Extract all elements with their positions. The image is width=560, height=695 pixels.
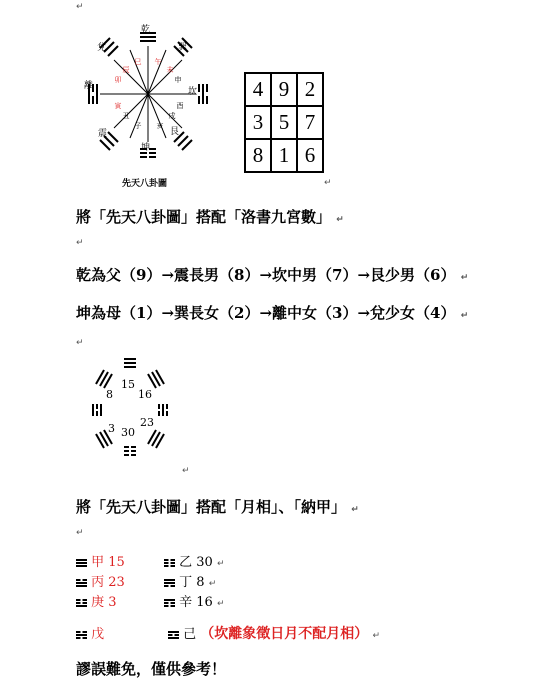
paragraph-mark: ↵	[76, 238, 84, 248]
grid-cell: 3	[245, 106, 271, 139]
trigram-gen: 艮	[170, 127, 180, 137]
zhen-trigram-icon	[76, 598, 87, 608]
paragraph-mother-line	[76, 302, 468, 323]
dui-trigram-icon	[76, 578, 87, 588]
grid-row	[245, 106, 323, 139]
paragraph-mark: ↵	[76, 2, 84, 12]
grid-cell: 2	[297, 73, 323, 106]
branch-mao: 卯	[114, 76, 122, 84]
najia-item-xin: 辛 16 ↵	[164, 591, 225, 610]
najia-note: （坎離象徵日月不配月相）	[200, 626, 369, 642]
paragraph-mark: ↵	[460, 273, 469, 283]
branch-wei: 未	[166, 66, 174, 74]
paragraph-text: 謬誤難免，僅供參考！	[76, 660, 227, 678]
moon-number: 8	[106, 388, 113, 401]
qian-trigram-icon	[76, 558, 87, 568]
paragraph-mark: ↵	[76, 338, 84, 348]
paragraph-text: 將「先天八卦圖」搭配「月相」、「納甲」	[76, 498, 347, 516]
moon-number: 16	[138, 388, 152, 401]
branch-shen: 申	[174, 76, 182, 84]
trigram-li: 離	[84, 81, 94, 91]
paragraph-mark: ↵	[372, 631, 380, 641]
grid-cell: 7	[297, 106, 323, 139]
grid-cell: 9	[271, 73, 297, 106]
luoshu-grid	[244, 72, 324, 173]
branch-yin: 寅	[114, 102, 122, 110]
kan-trigram-icon	[76, 630, 87, 640]
paragraph-mark: ↵	[216, 599, 225, 609]
najia-item-wu: 戊	[76, 623, 104, 642]
trigram-qian: 乾	[141, 25, 151, 35]
paragraph-mark: ↵	[182, 466, 190, 476]
paragraph-text: 乾為父（9）→震長男（8）→坎中男（7）→艮少男（6）	[76, 266, 456, 284]
trigram-zhen: 震	[98, 129, 108, 139]
grid-row	[245, 73, 323, 106]
xun-trigram-icon	[164, 578, 175, 588]
paragraph-mark: ↵	[336, 215, 344, 225]
najia-item-bing: 丙 23	[76, 571, 125, 590]
branch-chou: 丑	[122, 112, 130, 120]
najia-item-ji: 己 （坎離象徵日月不配月相） ↵	[168, 623, 380, 643]
moon-number: 30	[121, 426, 135, 439]
grid-cell: 5	[271, 106, 297, 139]
branch-zi: 子	[134, 122, 142, 130]
diagram-caption: 先天八卦圖	[122, 179, 168, 189]
paragraph-mark: ↵	[76, 528, 84, 538]
paragraph-mark: ↵	[324, 178, 332, 188]
paragraph-heading-2	[76, 496, 359, 517]
trigram-kun: 坤	[141, 143, 151, 153]
grid-cell: 4	[245, 73, 271, 106]
li-trigram-icon	[168, 630, 179, 640]
grid-row	[245, 139, 323, 172]
paragraph-mark: ↵	[351, 505, 359, 515]
grid-cell: 8	[245, 139, 271, 172]
paragraph-text: 將「先天八卦圖」搭配「洛書九宮數」	[76, 208, 332, 226]
paragraph-mark: ↵	[460, 311, 469, 321]
branch-wu: 午	[154, 58, 162, 66]
najia-item-geng: 庚 3	[76, 591, 117, 610]
branch-hai: 亥	[156, 122, 164, 130]
branch-si: 巳	[134, 58, 142, 66]
grid-cell: 6	[297, 139, 323, 172]
paragraph-father-line	[76, 264, 468, 285]
najia-item-yi: 乙 30 ↵	[164, 551, 225, 570]
moon-number: 23	[140, 416, 154, 429]
moon-phase-svg	[88, 354, 172, 462]
trigram-xun: 巽	[178, 43, 188, 53]
branch-chen: 辰	[122, 66, 130, 74]
najia-item-jia: 甲 15	[76, 551, 125, 570]
kun-trigram-icon	[164, 558, 175, 568]
paragraph-mark: ↵	[216, 559, 225, 569]
trigram-dui: 兌	[97, 43, 107, 53]
disclaimer	[76, 658, 226, 679]
branch-xu: 戌	[168, 112, 176, 120]
moon-number: 3	[108, 422, 115, 435]
paragraph-text: 坤為母（1）→巽長女（2）→離中女（3）→兌少女（4）	[76, 304, 456, 322]
paragraph-mark: ↵	[208, 579, 217, 589]
najia-item-ding: 丁 8 ↵	[164, 571, 216, 590]
paragraph-heading-1	[76, 206, 344, 227]
grid-cell: 1	[271, 139, 297, 172]
moon-number: 15	[121, 378, 135, 391]
branch-you: 酉	[176, 102, 184, 110]
trigram-kan: 坎	[188, 87, 198, 97]
gen-trigram-icon	[164, 598, 175, 608]
